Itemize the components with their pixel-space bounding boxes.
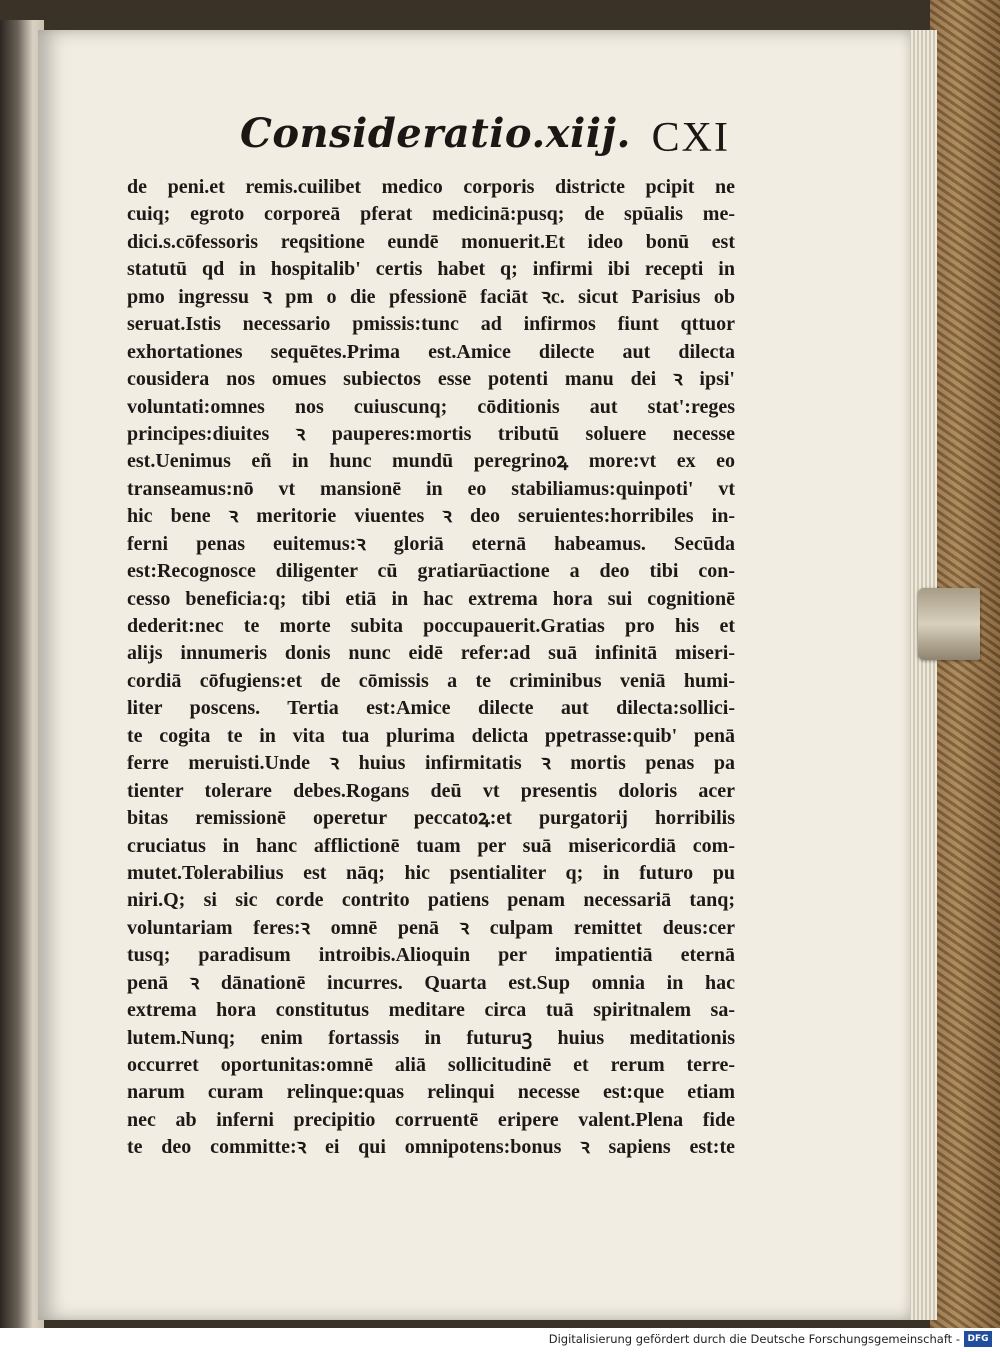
text-line: occurret oportunitas:omnē aliā sollicitudinē et rerum terre- bbox=[127, 1054, 735, 1076]
text-line: principes:diuites ꝛ pauperes:mortis tributū soluere necesse bbox=[127, 422, 735, 445]
book-cover-edge bbox=[930, 0, 1000, 1328]
text-line: extrema hora constitutus meditare circa tuā spiritnalem sa- bbox=[127, 999, 735, 1022]
text-line: de peni.et remis.cuilibet medico corporis districte pcipit ne bbox=[127, 176, 735, 198]
text-line: liter poscens. Tertia est:Amice dilecte aut dilecta:sollici- bbox=[127, 697, 735, 720]
text-line: est:Recognosce diligenter cū gratiarūactione a deo tibi con- bbox=[127, 560, 735, 583]
text-line: hic bene ꝛ meritorie viuentes ꝛ deo seruientes:horribiles in- bbox=[127, 505, 735, 528]
running-title: Consideratio.xiij. bbox=[240, 110, 631, 157]
folio-number: CXI bbox=[651, 115, 730, 161]
text-line: cruciatus in hanc afflictionē tuam per suā misericordiā com- bbox=[127, 834, 735, 857]
text-line: voluntati:omnes nos cuiuscunq; cōditionis aut stat':reges bbox=[127, 395, 735, 418]
text-line: lutem.Nunq; enim fortassis in futuruꝫ huius meditationis bbox=[127, 1026, 735, 1049]
text-line: cordiā cōfugiens:et de cōmissis a te criminibus veniā humi- bbox=[127, 669, 735, 692]
text-line: statutū qd in hospitalib' certis habet q; infirmi ibi recepti in bbox=[127, 258, 735, 281]
text-line: est.Uenimus eñ in hunc mundū peregrinoꝝ more:vt ex eo bbox=[127, 450, 735, 473]
text-line: mutet.Tolerabilius est nāq; hic psentialiter q; in futuro pu bbox=[127, 861, 735, 884]
text-line: tienter tolerare debes.Rogans deū vt presentis doloris acer bbox=[127, 779, 735, 802]
text-line: penā ꝛ dānationē incurres. Quarta est.Sup omnia in hac bbox=[127, 971, 735, 994]
funding-note: Digitalisierung gefördert durch die Deutsche Forschungsgemeinschaft - bbox=[548, 1332, 960, 1346]
text-line: te cogita te in vita tua plurima delicta ppetrasse:quib' penā bbox=[127, 724, 735, 747]
text-line: cousidera nos omues subiectos esse potenti manu dei ꝛ ipsi' bbox=[127, 368, 735, 391]
text-line: nec ab inferni precipitio corruentē eripere valent.Plena fide bbox=[127, 1108, 735, 1131]
text-line: transeamus:nō vt mansionē in eo stabiliamus:quinpoti' vt bbox=[127, 477, 735, 500]
dfg-logo: DFG bbox=[964, 1331, 992, 1347]
text-line: te deo committe:ꝛ ei qui omnipotens:bonus ꝛ sapiens est:te bbox=[127, 1136, 735, 1159]
text-line: dici.s.cōfessoris reqsitione eundē monuerit.Et ideo bonū est bbox=[127, 230, 735, 253]
text-line: exhortationes sequētes.Prima est.Amice dilecte aut dilecta bbox=[127, 340, 735, 363]
page-clip bbox=[918, 588, 980, 660]
text-line: dederit:nec te morte subita poccupauerit.Gratias pro his et bbox=[127, 615, 735, 637]
text-line: ferni penas euitemus:ꝛ gloriā eternā habeamus. Secūda bbox=[127, 532, 735, 555]
text-line: ferre meruisti.Unde ꝛ huius infirmitatis ꝛ mortis penas pa bbox=[127, 752, 735, 775]
text-line: niri.Q; si sic corde contrito patiens penam necessariā tanq; bbox=[127, 889, 735, 912]
text-line: narum curam relinque:quas relinqui necesse est:que etiam bbox=[127, 1081, 735, 1104]
page-header bbox=[240, 110, 740, 170]
text-line: cuiq; egroto corporeā pferat medicinā:pusq; de spūalis me- bbox=[127, 203, 735, 226]
text-line: bitas remissionē operetur peccatoꝝ:et purgatorij horribilis bbox=[127, 807, 735, 830]
text-line: alijs innumeris donis nunc eidē refer:ad suā infinitā miseri- bbox=[127, 642, 735, 665]
text-line: voluntariam feres:ꝛ omnē penā ꝛ culpam remittet deus:cer bbox=[127, 916, 735, 939]
text-line: pmo ingressu ꝛ pm o die pfessionē faciāt ꝛc. sicut Parisius ob bbox=[127, 285, 735, 308]
text-line: cesso beneficia:q; tibi etiā in hac extrema hora sui cognitionē bbox=[127, 587, 735, 610]
text-line: seruat.Istis necessario pmissis:tunc ad infirmos fiunt qttuor bbox=[127, 313, 735, 336]
footer-bar bbox=[0, 1328, 1000, 1352]
text-line: tusq; paradisum introibis.Alioquin per impatientiā eternā bbox=[127, 944, 735, 967]
body-text bbox=[127, 174, 735, 1162]
